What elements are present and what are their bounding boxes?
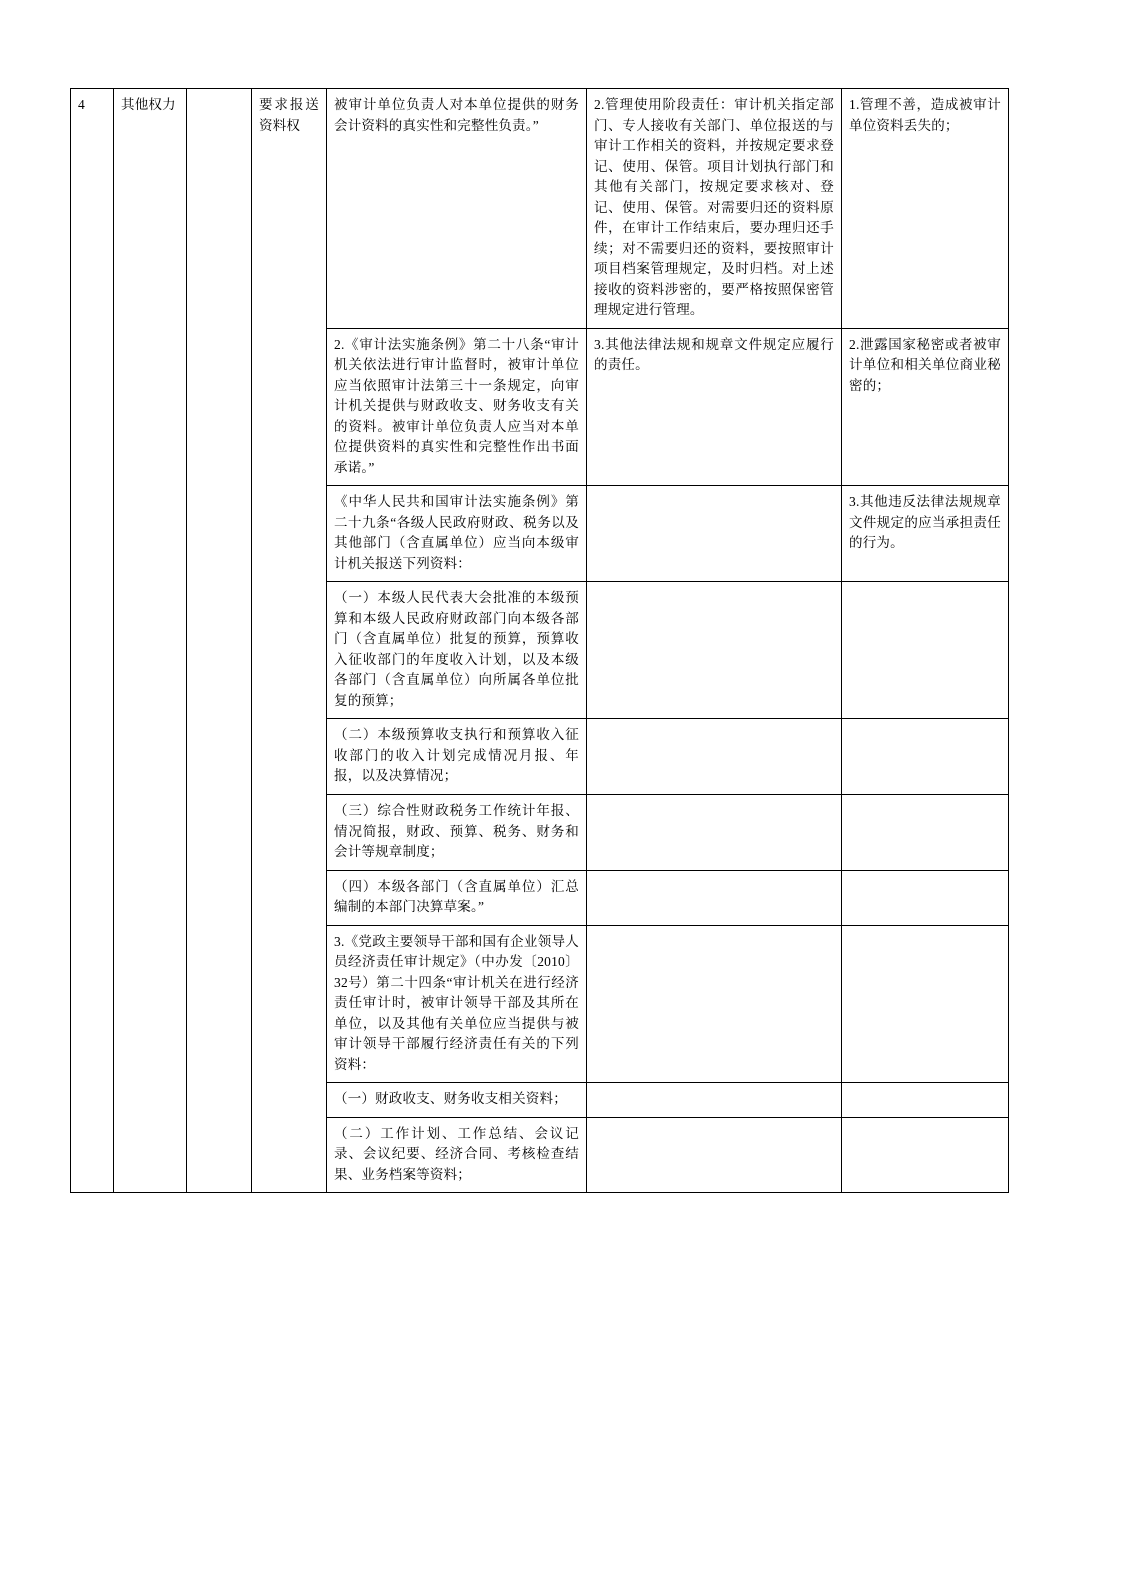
basis-text: 3.《党政主要领导干部和国有企业领导人员经济责任审计规定》（中办发〔2010〕32号）第二十四条“审计机关在进行经济责任审计时，被审计领导干部及其所在单位，以及其他有关单位应当提供与被审计领导干部履行经济责任有关的下列资料： xyxy=(334,933,579,1072)
basis-cell xyxy=(327,328,587,486)
liability-cell xyxy=(842,870,1009,925)
duty-cell xyxy=(587,328,842,486)
liability-cell xyxy=(842,794,1009,870)
basis-text: （二）工作计划、工作总结、会议记录、会议纪要、经济合同、考核检查结果、业务档案等资料； xyxy=(334,1125,579,1182)
liability-cell xyxy=(842,1083,1009,1118)
duty-cell xyxy=(587,870,842,925)
table-row xyxy=(71,89,1009,329)
duty-cell xyxy=(587,719,842,795)
basis-cell xyxy=(327,925,587,1083)
power-responsibility-table xyxy=(70,88,1009,1193)
liability-cell xyxy=(842,1117,1009,1193)
liability-text: 2.泄露国家秘密或者被审计单位和相关单位商业秘密的； xyxy=(849,336,1001,393)
duty-cell xyxy=(587,1083,842,1118)
basis-cell xyxy=(327,1117,587,1193)
basis-cell xyxy=(327,870,587,925)
basis-text: 2.《审计法实施条例》第二十八条“审计机关依法进行审计监督时，被审计单位应当依照审计法第三十一条规定，向审计机关提供与财政收支、财务收支有关的资料。被审计单位负责人应当对本单位提供资料的真实性和完整性作出书面承诺。” xyxy=(334,336,579,475)
basis-cell xyxy=(327,486,587,582)
duty-cell xyxy=(587,794,842,870)
liability-cell xyxy=(842,89,1009,329)
basis-text: （二）本级预算收支执行和预算收入征收部门的收入计划完成情况月报、年报，以及决算情况； xyxy=(334,727,579,784)
liability-cell xyxy=(842,719,1009,795)
basis-text: （一）财政收支、财务收支相关资料； xyxy=(334,1091,567,1107)
basis-cell xyxy=(327,794,587,870)
row-index-value: 4 xyxy=(78,97,85,112)
basis-text: 《中华人民共和国审计法实施条例》第二十九条“各级人民政府财政、税务以及其他部门（含直属单位）应当向本级审计机关报送下列资料： xyxy=(334,494,579,571)
liability-text: 3.其他违反法律法规规章文件规定的应当承担责任的行为。 xyxy=(849,494,1001,551)
liability-cell xyxy=(842,486,1009,582)
row-index-cell xyxy=(71,89,114,1193)
duty-cell xyxy=(587,925,842,1083)
basis-cell xyxy=(327,719,587,795)
basis-text: 被审计单位负责人对本单位提供的财务会计资料的真实性和完整性负责。” xyxy=(334,97,579,133)
basis-cell xyxy=(327,582,587,719)
duty-text: 3.其他法律法规和规章文件规定应履行的责任。 xyxy=(594,336,834,373)
liability-cell xyxy=(842,925,1009,1083)
power-name-cell xyxy=(252,89,327,1193)
liability-cell xyxy=(842,582,1009,719)
duty-cell xyxy=(587,486,842,582)
duty-cell xyxy=(587,1117,842,1193)
basis-cell xyxy=(327,1083,587,1118)
basis-text: （四）本级各部门（含直属单位）汇总编制的本部门决算草案。” xyxy=(334,878,579,915)
duty-text: 2.管理使用阶段责任：审计机关指定部门、专人接收有关部门、单位报送的与审计工作相关的资料，并按规定要求登记、使用、保管。项目计划执行部门和其他有关部门，按规定要求核对、登记、使用、保管。对需要归还的资料原件，在审计工作结束后，要办理归还手续；对不需要归还的资料，要按照审计项目档案管理规定，及时归档。对上述接收的资料涉密的，要严格按照保密管理规定进行管理。 xyxy=(594,97,834,318)
basis-text: （一）本级人民代表大会批准的本级预算和本级人民政府财政部门向本级各部门（含直属单位）批复的预算，预算收入征收部门的年度收入计划，以及本级各部门（含直属单位）向所属各单位批复的预算； xyxy=(334,590,579,708)
category-cell xyxy=(114,89,187,1193)
basis-cell xyxy=(327,89,587,329)
spacer-cell xyxy=(187,89,252,1193)
basis-text: （三）综合性财政税务工作统计年报、情况简报，财政、预算、税务、财务和会计等规章制度； xyxy=(334,802,579,860)
duty-cell xyxy=(587,89,842,329)
liability-text: 1.管理不善，造成被审计单位资料丢失的； xyxy=(849,97,1001,133)
power-name-value: 要求报送资料权 xyxy=(259,97,319,133)
duty-cell xyxy=(587,582,842,719)
category-value: 其他权力 xyxy=(121,97,176,112)
liability-cell xyxy=(842,328,1009,486)
